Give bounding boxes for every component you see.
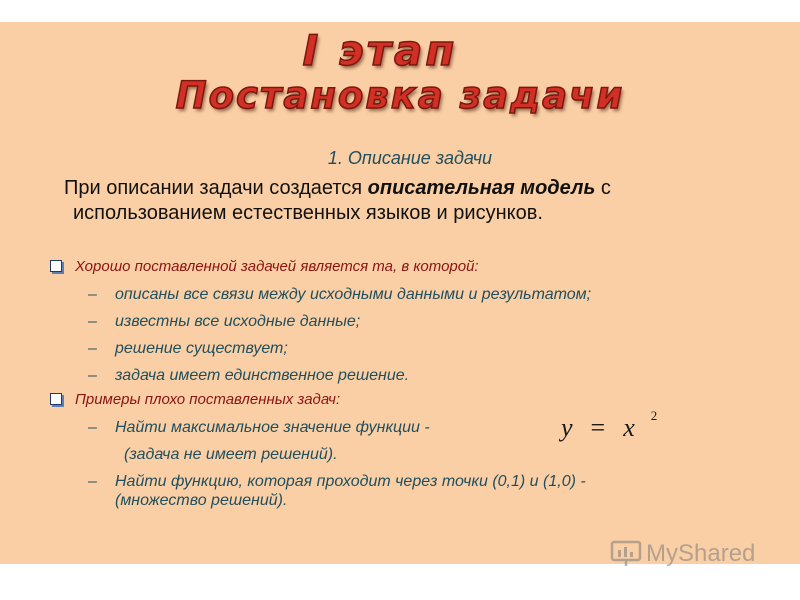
presentation-board-icon [610, 540, 642, 568]
dash-bullet-icon: – [88, 419, 97, 436]
slide-title-main: Постановка задачи [175, 74, 625, 117]
bad-task-heading-row [50, 388, 770, 410]
function-formula [561, 408, 658, 443]
list-item-text: известны все исходные данные; [115, 313, 361, 330]
bad-task-heading: Примеры плохо поставленных задач: [75, 390, 341, 408]
dash-bullet-icon: – [88, 286, 97, 303]
dash-bullet-icon: – [88, 313, 97, 330]
list-item [50, 285, 770, 304]
list-item [50, 472, 770, 510]
good-task-heading-row [50, 255, 770, 277]
list-item-text: описаны все связи между исходными данными и результатом; [115, 286, 592, 303]
intro-text-end: с [595, 177, 611, 199]
formula-equals: = [590, 413, 606, 442]
list-item-text-line2: (множество решений). [115, 492, 288, 509]
checkbox-bullet-icon [50, 393, 62, 405]
list-item-text: решение существует; [115, 340, 288, 357]
watermark [610, 540, 755, 568]
slide-title-stage: I этап [302, 26, 458, 75]
dash-bullet-icon: – [88, 473, 97, 490]
list-item-text: Найти максимальное значение функции - [115, 419, 430, 436]
list-item [50, 339, 770, 358]
dash-bullet-icon: – [88, 367, 97, 384]
dash-bullet-icon: – [88, 340, 97, 357]
formula-rhs: x [623, 413, 635, 442]
list-item [50, 418, 770, 437]
checkbox-bullet-icon [50, 260, 62, 272]
intro-emphasis: описательная модель [367, 177, 596, 199]
list-item-text: Найти функцию, которая проходит через точки (0,1) и (1,0) - [115, 473, 586, 490]
good-task-section [50, 255, 770, 385]
slide [0, 22, 800, 564]
section-subtitle: 1. Описание задачи [327, 148, 493, 168]
list-item [50, 366, 770, 385]
list-item-note [50, 445, 770, 464]
formula-exponent: 2 [650, 408, 658, 424]
watermark-text: MyShared [646, 540, 756, 567]
intro-paragraph [64, 176, 754, 226]
intro-text-start: При описании задачи создается [64, 177, 368, 199]
intro-text-line2: использованием естественных языков и рисунков. [73, 202, 543, 224]
bad-task-section [50, 388, 770, 510]
good-task-heading: Хорошо поставленной задачей является та, в которой: [75, 257, 479, 275]
list-item [50, 312, 770, 331]
formula-lhs: y [561, 413, 573, 442]
list-item-text: задача имеет единственное решение. [115, 367, 410, 384]
list-item-note-text: (задача не имеет решений). [124, 446, 338, 463]
